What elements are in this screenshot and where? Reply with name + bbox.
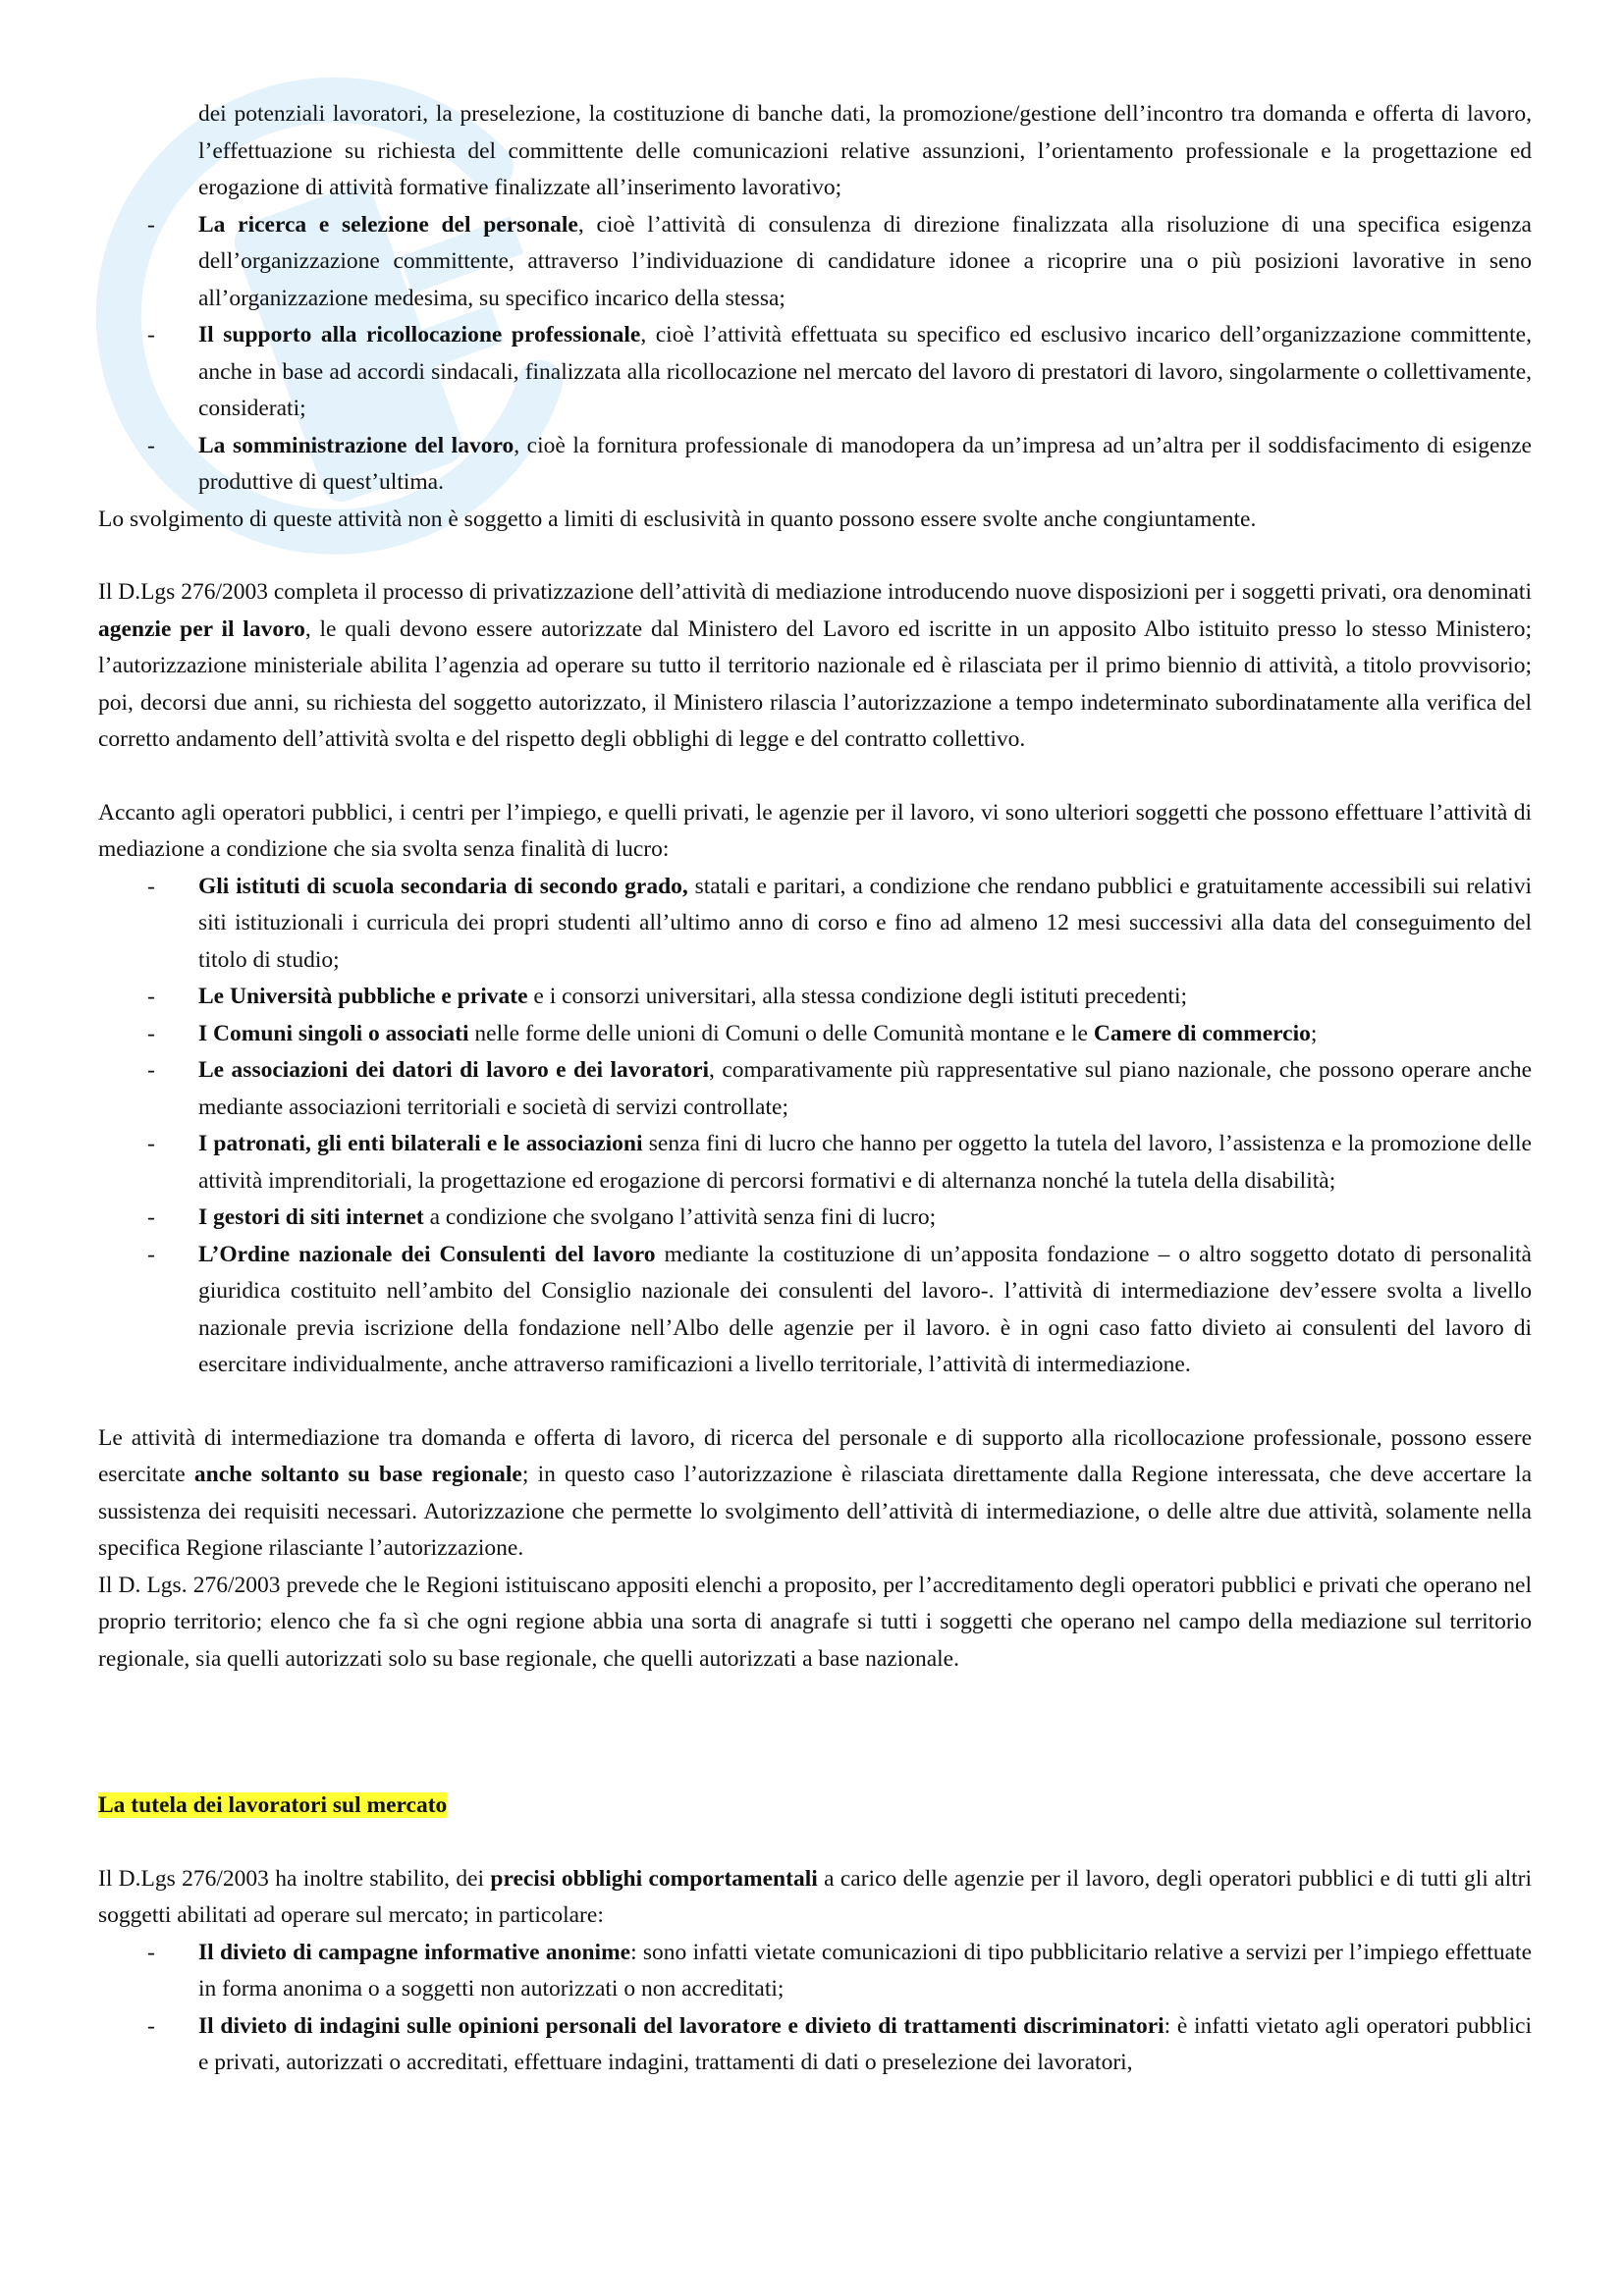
document-body bbox=[98, 96, 1532, 2082]
paragraph-other-subjects: Accanto agli operatori pubblici, i centri per l’impiego, e quelli privati, le agenzie per il lavoro, vi sono ulteriori soggetti che possono effettuare l’attività di mediazione a condizione che sia svolta senza finalità di lucro: bbox=[98, 799, 1532, 862]
activities-list bbox=[98, 96, 1532, 502]
paragraph-regions-lists: Il D. Lgs. 276/2003 prevede che le Regioni istituiscano appositi elenchi a proposito, per l’accreditamento degli operatori pubblici e privati che operano nel proprio territorio; elenco che fa sì che ogni regione abbia una sorta di anagrafe si tutti i soggetti che operano nel campo della mediazione sul territorio regionale, sia quelli autorizzati solo su base regionale, che quelli autorizzati a base nazionale. bbox=[98, 1572, 1532, 1672]
list-item: - I patronati, gli enti bilaterali e le associazioni senza fini di lucro che hanno per oggetto la tutela del lavoro, l’assistenza e la promozione delle attività imprenditoriali, la progettazione ed erogazione di percorsi formativi e di alternanza nonché la tutela della disabilità; bbox=[98, 1126, 1532, 1200]
list-item: - I Comuni singoli o associati nelle forme delle unioni di Comuni o delle Comunità montane e le Camere di commercio; bbox=[98, 1016, 1532, 1053]
list-item: - Gli istituti di scuola secondaria di secondo grado, statali e paritari, a condizione che rendano pubblici e gratuitamente accessibili sui relativi siti istituzionali i curricula dei propri studenti all’ultimo anno di corso e fino ad almeno 12 mesi successivi alla data del conseguimento del titolo di studio; bbox=[98, 869, 1532, 980]
list-item: - Le Università pubbliche e private e i consorzi universitari, alla stessa condizione degli istituti precedenti; bbox=[98, 979, 1532, 1016]
list-item: - I gestori di siti internet a condizione che svolgano l’attività senza fini di lucro; bbox=[98, 1200, 1532, 1237]
list-item: - La ricerca e selezione del personale, cioè l’attività di consulenza di direzione finalizzata alla risoluzione di una specifica esigenza dell’organizzazione committente, attraverso l’individuazione di candidature idonee a ricoprire una o più posizioni lavorative in seno all’organizzazione medesima, su specifico incarico della stessa; bbox=[98, 207, 1532, 318]
paragraph-exclusivity: Lo svolgimento di queste attività non è soggetto a limiti di esclusività in quanto possono essere svolte anche congiuntamente. bbox=[98, 506, 1257, 532]
subjects-list bbox=[98, 869, 1532, 1384]
paragraph-regional: Le attività di intermediazione tra domanda e offerta di lavoro, di ricerca del personale e di supporto alla ricollocazione professionale, possono essere esercitate anche soltanto su base regionale; in questo caso l’autorizzazione è rilasciata direttamente dalla Regione interessata, che deve accertare la sussistenza dei requisiti necessari. Autorizzazione che permette lo svolgimento dell’attività di intermediazione, o delle altre due attività, solamente nella specifica Regione rilasciante l’autorizzazione. bbox=[98, 1424, 1533, 1561]
obligations-list bbox=[98, 1935, 1532, 2082]
paragraph-obligations: Il D.Lgs 276/2003 ha inoltre stabilito, dei precisi obblighi comportamentali a carico delle agenzie per il lavoro, degli operatori pubblici e di tutti gli altri soggetti abilitati ad operare sul mercato; in particolare: bbox=[98, 1865, 1532, 1928]
list-item: - Il divieto di indagini sulle opinioni personali del lavoratore e divieto di trattamenti discriminatori: è infatti vietato agli operatori pubblici e privati, autorizzati o accreditati, effettuare indagini, trattamenti di dati o preselezione dei lavoratori, bbox=[98, 2008, 1532, 2082]
list-item: - Le associazioni dei datori di lavoro e dei lavoratori, comparativamente più rappresentative sul piano nazionale, che possono operare anche mediante associazioni territoriali e società di servizi controllate; bbox=[98, 1052, 1532, 1126]
paragraph-dlgs-agencies: Il D.Lgs 276/2003 completa il processo di privatizzazione dell’attività di mediazione introducendo nuove disposizioni per i soggetti privati, ora denominati agenzie per il lavoro, le quali devono essere autorizzate dal Ministero del Lavoro ed iscritte in un apposito Albo istituito presso lo stesso Ministero; l’autorizzazione ministeriale abilita l’agenzia ad operare su tutto il territorio nazionale ed è rilasciata per il primo biennio di attività, a titolo provvisorio; poi, decorsi due anni, su richiesta del soggetto autorizzato, il Ministero rilascia l’autorizzazione a tempo indeterminato subordinatamente alla verifica del corretto andamento dell’attività svolta e del rispetto degli obblighi di legge e del contratto collettivo. bbox=[98, 579, 1532, 752]
section-heading: La tutela dei lavoratori sul mercato bbox=[98, 1792, 448, 1818]
list-item: - La somministrazione del lavoro, cioè la fornitura professionale di manodopera da un’impresa ad un’altra per il soddisfacimento di esigenze produttive di quest’ultima. bbox=[98, 428, 1532, 502]
list-item-intro: dei potenziali lavoratori, la preselezione, la costituzione di banche dati, la promozione/gestione dell’incontro tra domanda e offerta di lavoro, l’effettuazione su richiesta del committente delle comunicazioni relative assunzioni, l’orientamento professionale e la progettazione ed erogazione di attività formative finalizzate all’inserimento lavorativo; bbox=[198, 101, 1532, 200]
list-item: - L’Ordine nazionale dei Consulenti del lavoro mediante la costituzione di un’apposita fondazione – o altro soggetto dotato di personalità giuridica costituito nell’ambito del Consiglio nazionale dei consulenti del lavoro-. l’attività di intermediazione dev’essere svolta a livello nazionale previa iscrizione della fondazione nell’Albo delle agenzie per il lavoro. è in ogni caso fatto divieto ai consulenti del lavoro di esercitare individualmente, anche attraverso ramificazioni a livello territoriale, l’attività di intermediazione. bbox=[98, 1237, 1532, 1384]
list-item: - Il divieto di campagne informative anonime: sono infatti vietate comunicazioni di tipo pubblicitario relative a servizi per l’impiego effettuate in forma anonima o a soggetti non autorizzati o non accreditati; bbox=[98, 1935, 1532, 2008]
list-item: - Il supporto alla ricollocazione professionale, cioè l’attività effettuata su specifico ed esclusivo incarico dell’organizzazione committente, anche in base ad accordi sindacali, finalizzata alla ricollocazione nel mercato del lavoro di prestatori di lavoro, singolarmente o collettivamente, considerati; bbox=[98, 317, 1532, 428]
